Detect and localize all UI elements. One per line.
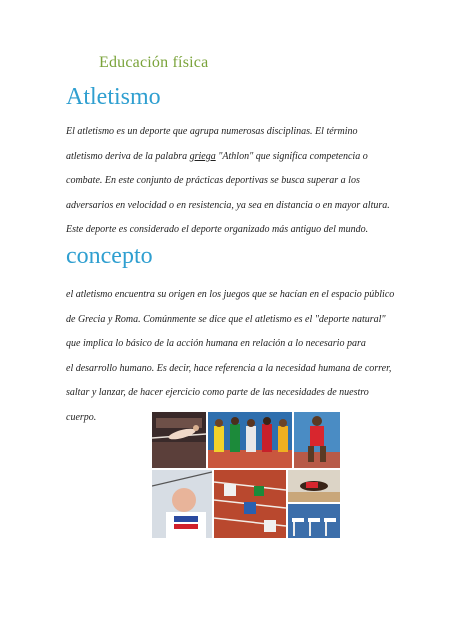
paragraph-line: el desarrollo humano. Es decir, hace referencia a la necesidad humana de correr, xyxy=(66,362,392,374)
starting-blocks-photo xyxy=(214,470,286,538)
section2-paragraph xyxy=(66,283,422,430)
text-run: que significa competencia o xyxy=(255,150,368,162)
athletics-photo-collage xyxy=(152,412,340,538)
hurdles-photo xyxy=(288,504,340,538)
high-jump-photo xyxy=(152,412,206,468)
paragraph-line: cuerpo. xyxy=(66,411,97,423)
sprinters-photo xyxy=(208,412,292,468)
quoted-term: "Athlon" xyxy=(218,150,254,162)
paragraph-line: Este deporte es considerado el deporte organizado más antiguo del mundo. xyxy=(66,224,369,235)
paragraph-line: saltar y lanzar, de hacer ejercicio como parte de las necesidades de nuestro xyxy=(66,387,369,398)
text-run: atletismo xyxy=(66,150,103,162)
paragraph-line: adversarios en velocidad o en resistencia, ya sea en distancia o en mayor altura. xyxy=(66,199,390,211)
text-run: deriva de la palabra xyxy=(105,150,188,162)
paragraph-line: de Grecia y Roma. Comúnmente se dice que el atletismo es el "deporte natural" xyxy=(66,313,386,325)
section1-paragraph xyxy=(66,120,422,243)
subject-title: Educación física xyxy=(99,54,209,71)
underlined-word: griega xyxy=(189,150,216,162)
javelin-photo xyxy=(152,470,212,538)
paragraph-line: El atletismo es un deporte que agrupa numerosas disciplinas. El término xyxy=(66,126,358,137)
section-heading-atletismo: Atletismo xyxy=(66,84,161,110)
paragraph-line: el atletismo encuentra su origen en los juegos que se hacían en el espacio público xyxy=(66,289,395,300)
runner-photo xyxy=(294,412,340,468)
paragraph-line: que implica lo básico de la acción humana en relación a lo necesario para xyxy=(66,338,366,349)
long-jump-photo xyxy=(288,470,340,502)
paragraph-line: combate. En este conjunto de prácticas deportivas se busca superar a los xyxy=(66,175,360,186)
section-heading-concepto: concepto xyxy=(66,243,153,269)
paragraph-line xyxy=(66,145,422,170)
